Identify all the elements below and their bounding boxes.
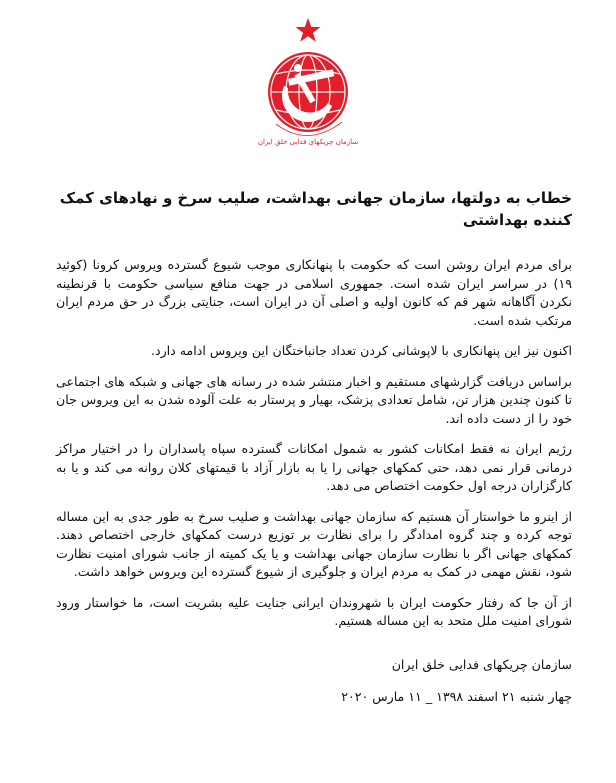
document-body — [56, 256, 572, 643]
organization-logo — [248, 14, 368, 154]
signature-block — [56, 655, 572, 707]
red-star-icon — [296, 18, 321, 42]
paragraph-3: براساس دریافت گزارشهای مستقیم و اخبار منتشر شده در رسانه های جهانی و شبکه های اجتماعی تا کنون چندین هزار تن، شامل تعدادی پزشک، بهیار و پرستار به علت آلوده شدن به این ویروس جان خود را از دست داده اند. — [56, 373, 572, 426]
paragraph-2: اکنون نیز این پنهانکاری با لاپوشانی کردن تعداد جانباختگان این ویروس ادامه دارد. — [150, 343, 572, 358]
paragraph-5: از اینرو ما خواستار آن هستیم که سازمان جهانی بهداشت و صلیب سرخ به طور جدی به این مساله توجه کرده و چند گروه امدادگر را برای نظارت بر توزیع درست کمکهای خارجی اختصاص دهند. کمکهای جهانی اگر با نظارت سازمان جهانی بهداشت و یا یک کمیته از جانب شورای امنیت نظارت شود، نقش مهمی در کمک به مردم ایران و جلوگیری از شیوع گسترده این ویروس خواهد داشت. — [56, 508, 572, 579]
emblem-icon — [248, 14, 368, 154]
paragraph-4: رژیم ایران نه فقط امکانات کشور به شمول امکانات گسترده سپاه پاسداران را در اختیار مراکز درمانی قرار نمی دهد، حتی کمکهای جهانی را یا به بازار آزاد با قیمتهای کلان روانه می کند و یا به کارگزاران درجه اول حکومت اختصاص می دهد. — [56, 441, 572, 493]
page-title: خطاب به دولتها، سازمان جهانی بهداشت، صلیب سرخ و نهادهای کمک کننده بهداشتی — [59, 189, 572, 229]
signature-date: چهار شنبه ۲۱ اسفند ۱۳۹۸ _ ۱۱ مارس ۲۰۲۰ — [341, 689, 572, 704]
paragraph-6: از آن جا که رفتار حکومت ایران با شهروندان ایرانی جنایت علیه بشریت است، ما خواستار ورود شورای امنیت ملل متحد به این مساله هستیم. — [56, 594, 572, 628]
signature-organization: سازمان چریکهای فدایی خلق ایران — [391, 657, 572, 672]
logo-caption: سازمان چریکهای فدایی خلق ایران — [257, 138, 359, 146]
paragraph-1: برای مردم ایران روشن است که حکومت با پنهانکاری موجب شیوع گسترده ویروس کرونا (کوئید ۱۹) در سراسر ایران شده است. جمهوری اسلامی در جهت منافع سیاسی حکومت با قرنطینه نکردن آگاهانه شهر قم که کانون اولیه و اصلی آن در ایران است، جنایتی بزرگ در حق مردم ایران مرتکب شده است. — [56, 257, 572, 328]
